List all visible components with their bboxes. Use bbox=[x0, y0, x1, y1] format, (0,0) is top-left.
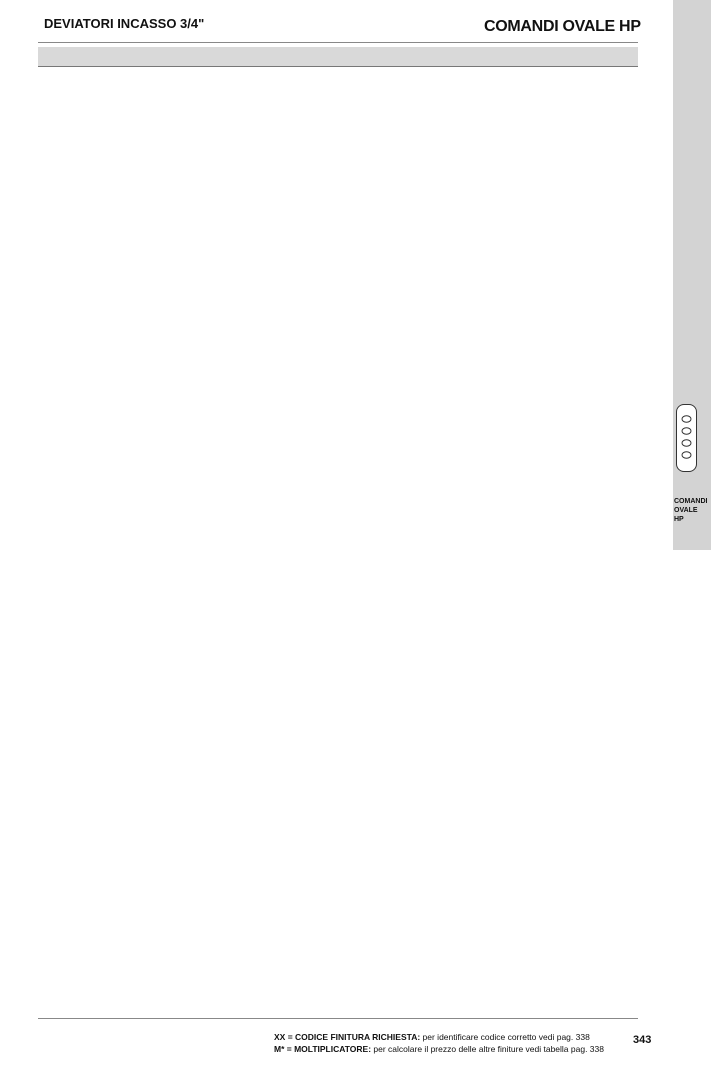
header-category: DEVIATORI INCASSO 3/4" bbox=[44, 16, 205, 31]
footer-rule bbox=[38, 1018, 638, 1019]
header-title: COMANDI OVALE HP bbox=[484, 18, 641, 35]
header-rule bbox=[38, 42, 638, 43]
oval-handles-icon bbox=[676, 404, 697, 472]
side-label: COMANDI OVALE HP bbox=[674, 498, 708, 523]
footer-xx-note: XX = CODICE FINITURA RICHIESTA: per identificare codice corretto vedi pag. 338 bbox=[274, 1032, 590, 1042]
page-number: 343 bbox=[633, 1034, 652, 1046]
header-band bbox=[38, 47, 638, 67]
footer-m-note: M* = MOLTIPLICATORE: per calcolare il prezzo delle altre finiture vedi tabella pag. 338 bbox=[274, 1044, 604, 1054]
